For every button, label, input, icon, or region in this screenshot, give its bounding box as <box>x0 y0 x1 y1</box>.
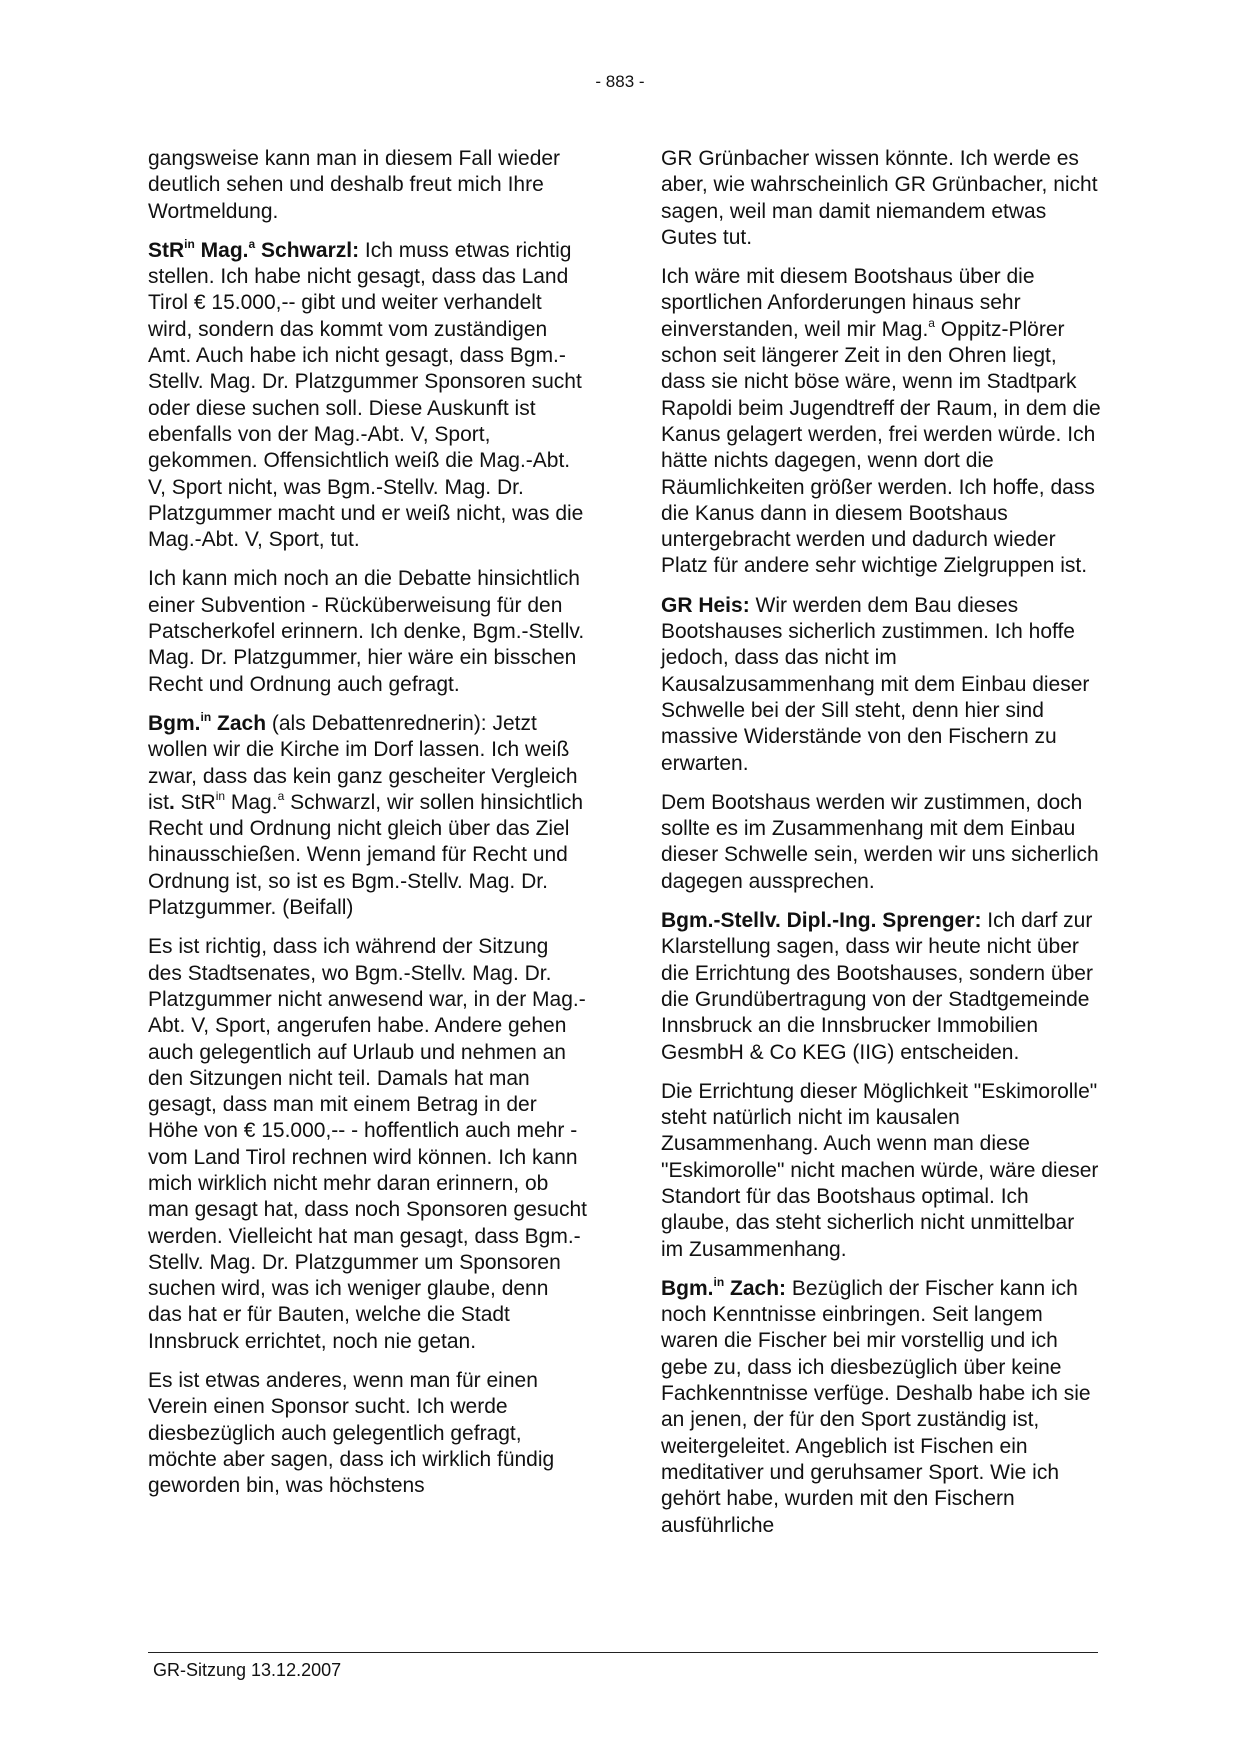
left-column <box>148 146 588 1513</box>
speech-paragraph: Bgm.$^{in}$ Zach (als Debattenrednerin): Jetzt wollen wir die Kirche im Dorf lassen. Ich weiß zwar, dass das kein ganz gescheiter Vergleich ist. StR$^{in}$ Mag.$^a$ Schwarzl, wir sollen hinsichtlich Recht und Ordnung nicht gleich über das Ziel hinausschießen. Wenn jemand für Recht und Ordnung ist, so ist es Bgm.-Stellv. Mag. Dr. Platzgummer. (Beifall) <box>148 709 584 920</box>
speaker-name: GR Heis: <box>661 593 750 617</box>
speaker-name: Bgm.-Stellv. Dipl.-Ing. Sprenger: <box>661 909 982 933</box>
speech-text: Bezüglich der Fischer kann ich noch Kenntnisse einbringen. Seit langem waren die Fischer bei mir vorstellig und ich gebe zu, dass ich diesbezüglich über keine Fachkenntnisse verfüge. Deshalb habe ich sie an jenen, der für den Sport zuständig ist, weitergeleitet. Angeblich ist Fischen ein meditativer und geruhsamer Sport. Wie ich gehört habe, wurden mit den Fischern ausführliche <box>661 1276 1091 1537</box>
speech-paragraph <box>661 593 1101 777</box>
speech-text: Ich darf zur Klarstellung sagen, dass wir heute nicht über die Errichtung des Bootshauses, sondern über die Grundübertragung von der Stadtgemeinde Innsbruck an die Innsbrucker Immobilien GesmbH & Co KEG (IIG) entscheiden. <box>661 909 1093 1064</box>
paragraph: Es ist richtig, dass ich während der Sitzung des Stadtsenates, wo Bgm.-Stellv. Mag. Dr. Platzgummer nicht anwesend war, in der Mag.-Abt. V, Sport, angerufen habe. Andere gehen auch gelegentlich auf Urlaub und nehmen an den Sitzungen nicht teil. Damals hat man gesagt, dass man mit einem Betrag in der Höhe von € 15.000,-- - hoffentlich auch mehr - vom Land Tirol rechnen wird können. Ich kann mich wirklich nicht mehr daran erinnern, ob man gesagt hat, dass noch Sponsoren gesucht werden. Vielleicht hat man gesagt, dass Bgm.-Stellv. Mag. Dr. Platzgummer um Sponsoren suchen wird, was ich weniger glaube, denn das hat er für Bauten, welche die Stadt Innsbruck errichtet, noch nie getan. <box>148 935 587 1353</box>
paragraph: Dem Bootshaus werden wir zustimmen, doch sollte es im Zusammenhang mit dem Einbau dieser Schwelle sein, werden wir uns sicherlich dagegen aussprechen. <box>661 790 1099 893</box>
speech-paragraph <box>661 908 1101 1066</box>
speech-paragraph <box>661 1276 1101 1539</box>
speaker-name: StR$^{in}$ Mag.$^a$ Schwarzl: <box>148 236 360 262</box>
paragraph: Ich wäre mit diesem Bootshaus über die sportlichen Anforderungen hinaus sehr einverstanden, weil mir Mag.$^a$ Oppitz-Plörer schon seit längerer Zeit in den Ohren liegt, dass sie nicht böse wäre, wenn im Stadtpark Rapoldi beim Jugendtreff der Raum, in dem die Kanus gelagert werden, frei werden würde. Ich hätte nichts dagegen, wenn dort die Räumlichkeiten größer werden. Ich hoffe, dass die Kanus dann in diesem Bootshaus untergebracht werden und dadurch wieder Platz für andere sehr wichtige Zielgruppen ist. <box>661 265 1101 578</box>
footer-session-date: GR-Sitzung 13.12.2007 <box>153 1660 342 1680</box>
footer-divider <box>148 1652 1098 1653</box>
paragraph: Die Errichtung dieser Möglichkeit "Eskimorolle" steht natürlich nicht im kausalen Zusammenhang. Auch wenn man diese "Eskimorolle" nicht machen würde, wäre dieser Standort für das Bootshaus optimal. Ich glaube, das steht sicherlich nicht unmittelbar im Zusammenhang. <box>661 1079 1099 1261</box>
paragraph: gangsweise kann man in diesem Fall wieder deutlich sehen und deshalb freut mich Ihre Wortmeldung. <box>148 147 561 223</box>
speaker-name: Bgm.$^{in}$ Zach <box>148 709 267 735</box>
speech-text: Ich muss etwas richtig stellen. Ich habe nicht gesagt, dass das Land Tirol € 15.000,-- gibt und weiter verhandelt wird, sondern das kommt vom zuständigen Amt. Auch habe ich nicht gesagt, dass Bgm.-Stellv. Mag. Dr. Platzgummer Sponsoren sucht oder diese suchen soll. Diese Auskunft ist ebenfalls von der Mag.-Abt. V, Sport, gekommen. Offensichtlich weiß die Mag.-Abt. V, Sport nicht, was Bgm.-Stellv. Mag. Dr. Platzgummer macht und er weiß nicht, was die Mag.-Abt. V, Sport, tut. <box>148 238 584 552</box>
paragraph: Ich kann mich noch an die Debatte hinsichtlich einer Subvention - Rücküberweisung für den Patscherkofel erinnern. Ich denke, Bgm.-Stellv. Mag. Dr. Platzgummer, hier wäre ein bisschen Recht und Ordnung auch gefragt. <box>148 567 585 696</box>
paragraph: Es ist etwas anderes, wenn man für einen Verein einen Sponsor sucht. Ich werde diesbezüglich auch gelegentlich gefragt, möchte aber sagen, dass ich wirklich fündig geworden bin, was höchstens <box>148 1369 555 1498</box>
right-column <box>661 146 1101 1552</box>
speaker-name: Bgm.$^{in}$ Zach: <box>661 1274 787 1300</box>
speech-paragraph <box>148 238 588 554</box>
speech-text: Wir werden dem Bau dieses Bootshauses sicherlich zustimmen. Ich hoffe jedoch, dass das nicht im Kausalzusammenhang mit dem Einbau dieser Schwelle bei der Sill steht, denn hier sind massive Widerstände von den Fischern zu erwarten. <box>661 593 1090 775</box>
page-number: - 883 - <box>595 72 645 91</box>
paragraph: GR Grünbacher wissen könnte. Ich werde es aber, wie wahrscheinlich GR Grünbacher, nicht sagen, weil man damit niemandem etwas Gutes tut. <box>661 147 1098 249</box>
